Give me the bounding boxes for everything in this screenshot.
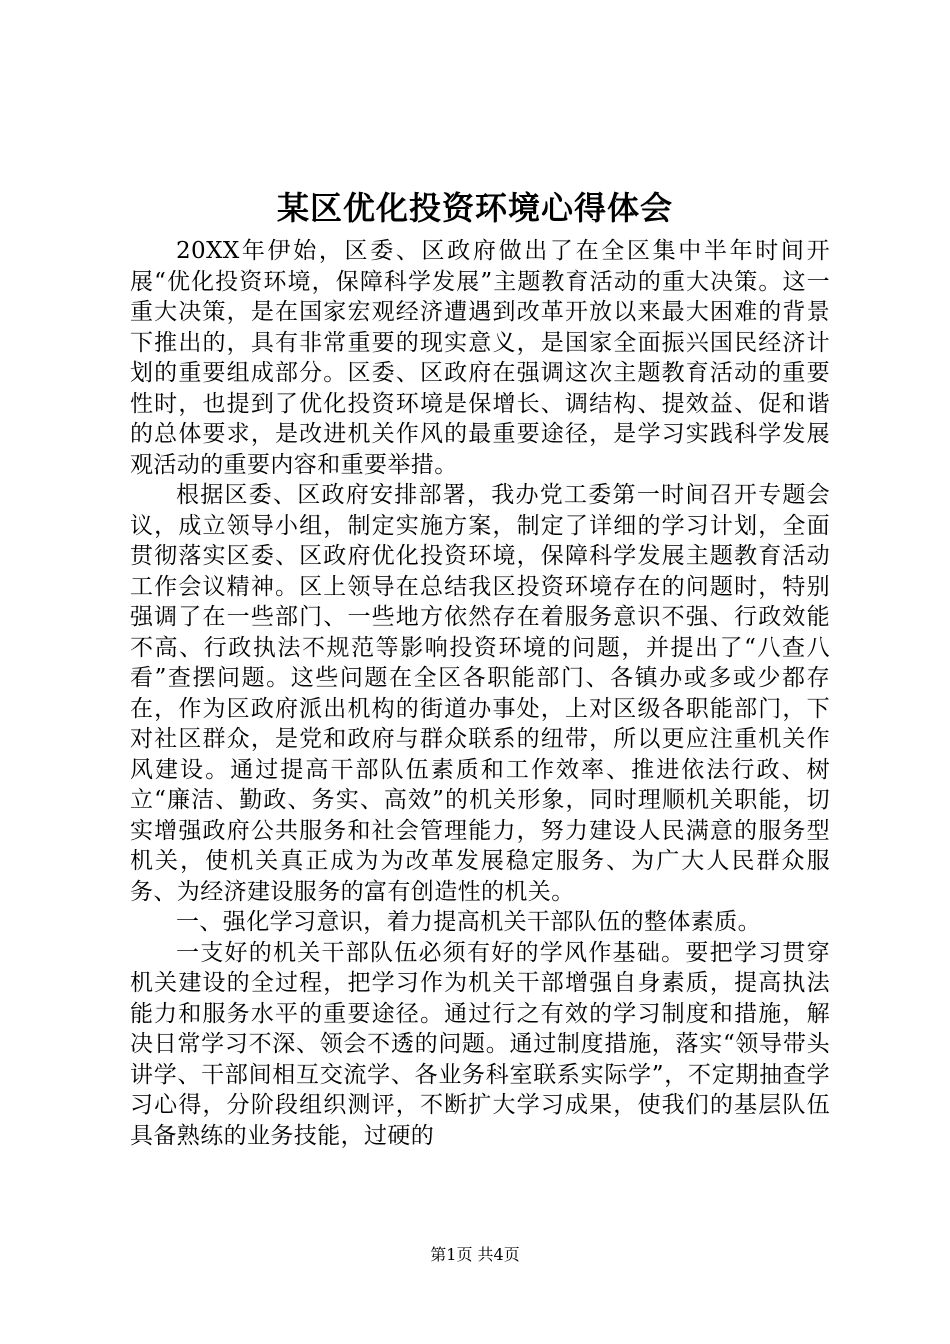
document-title: 某区优化投资环境心得体会: [276, 189, 673, 227]
paragraph: 根据区委、区政府安排部署，我办党工委第一时间召开专题会议，成立领导小组，制定实施方案，制定了详细的学习计划，全面贯彻落实区委、区政府优化投资环境，保障科学发展主题教育活动工作会议精神。区上领导在总结我区投资环境存在的问题时，特别强调了在一些部门、一些地方依然存在着服务意识不强、行政效能不高、行政执法不规范等影响投资环境的问题，并提出了“八查八看”查摆问题。这些问题在全区各职能部门、各镇办或多或少都存在，作为区政府派出机构的街道办事处，上对区级各职能部门，下对社区群众，是党和政府与群众联系的纽带，所以更应注重机关作风建设。通过提高干部队伍素质和工作效率、推进依法行政、树立“廉洁、勤政、务实、高效”的机关形象，同时理顺机关职能，切实增强政府公共服务和社会管理能力，努力建设人民满意的服务型机关，使机关真正成为为改革发展稳定服务、为广大人民群众服务、为经济建设服务的富有创造性的机关。: [130, 482, 830, 905]
paragraph: 20XX年伊始，区委、区政府做出了在全区集中半年时间开展“优化投资环境，保障科学发展”主题教育活动的重大决策。这一重大决策，是在国家宏观经济遭遇到改革开放以来最大困难的背景下推出的，具有非常重要的现实意义，是国家全面振兴国民经济计划的重要组成部分。区委、区政府在强调这次主题教育活动的重要性时，也提到了优化投资环境是保增长、调结构、提效益、促和谐的总体要求，是改进机关作风的最重要途径，是学习实践科学发展观活动的重要内容和重要举措。: [130, 238, 830, 478]
page-number-footer: 第1页 共4页: [430, 1245, 520, 1264]
document-body: [130, 236, 830, 1151]
section-heading: 一、强化学习意识，着力提高机关干部队伍的整体素质。: [176, 909, 761, 935]
paragraph: 一支好的机关干部队伍必须有好的学风作基础。要把学习贯穿机关建设的全过程，把学习作为机关干部增强自身素质，提高执法能力和服务水平的重要途径。通过行之有效的学习制度和措施，解决日常学习不深、领会不透的问题。通过制度措施，落实“领导带头讲学、干部间相互交流学、各业务科室联系实际学”，不定期抽查学习心得，分阶段组织测评，不断扩大学习成果，使我们的基层队伍具备熟练的业务技能，过硬的: [130, 939, 830, 1149]
